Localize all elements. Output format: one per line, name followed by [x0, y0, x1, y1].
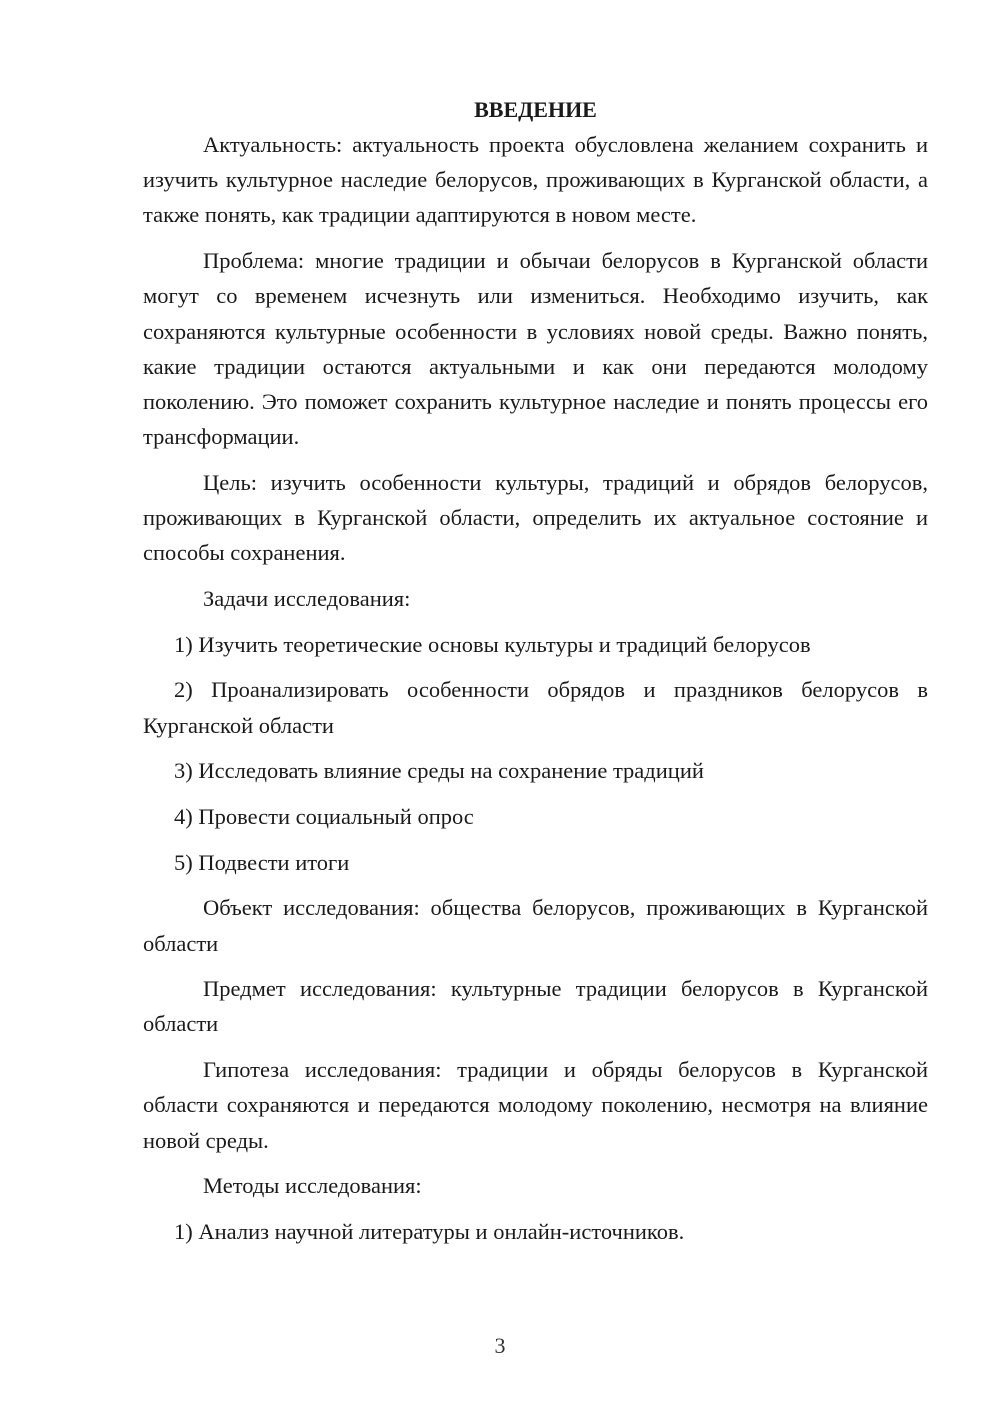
- task-item: 5) Подвести итоги: [174, 849, 350, 875]
- tasks-heading: Задачи исследования:: [203, 585, 411, 611]
- task-item: 3) Исследовать влияние среды на сохранение традиций: [174, 758, 704, 784]
- task-item: 2) Проанализировать особенности обрядов и праздников белорусов в Курганской области: [143, 677, 928, 738]
- method-item: 1) Анализ научной литературы и онлайн-источников.: [174, 1218, 685, 1244]
- subject-paragraph: Предмет исследования: культурные традиции белорусов в Курганской области: [143, 976, 928, 1037]
- problem-paragraph: Проблема: многие традиции и обычаи белорусов в Курганской области могут со временем исчезнуть или измениться. Необходимо изучить, как сохраняются культурные особенности в условиях новой среды. Важно понять, какие традиции остаются актуальными и как они передаются молодому поколению. Это поможет сохранить культурное наследие и понять процессы его трансформации.: [143, 248, 928, 450]
- hypothesis-paragraph: Гипотеза исследования: традиции и обряды белорусов в Курганской области сохраняются и передаются молодому поколению, несмотря на влияние новой среды.: [143, 1057, 928, 1153]
- methods-heading: Методы исследования:: [203, 1173, 422, 1199]
- task-item: 1) Изучить теоретические основы культуры и традиций белорусов: [174, 631, 811, 657]
- section-heading: ВВЕДЕНИЕ: [474, 97, 597, 122]
- page-number: 3: [494, 1333, 506, 1358]
- relevance-paragraph: Актуальность: актуальность проекта обусловлена желанием сохранить и изучить культурное наследие белорусов, проживающих в Курганской области, а также понять, как традиции адаптируются в новом месте.: [143, 132, 928, 228]
- document-page: [143, 92, 928, 1260]
- task-item: 4) Провести социальный опрос: [174, 803, 474, 829]
- object-paragraph: Объект исследования: общества белорусов, проживающих в Курганской области: [143, 895, 928, 956]
- goal-paragraph: Цель: изучить особенности культуры, традиций и обрядов белорусов, проживающих в Курганской области, определить их актуальное состояние и способы сохранения.: [143, 469, 928, 566]
